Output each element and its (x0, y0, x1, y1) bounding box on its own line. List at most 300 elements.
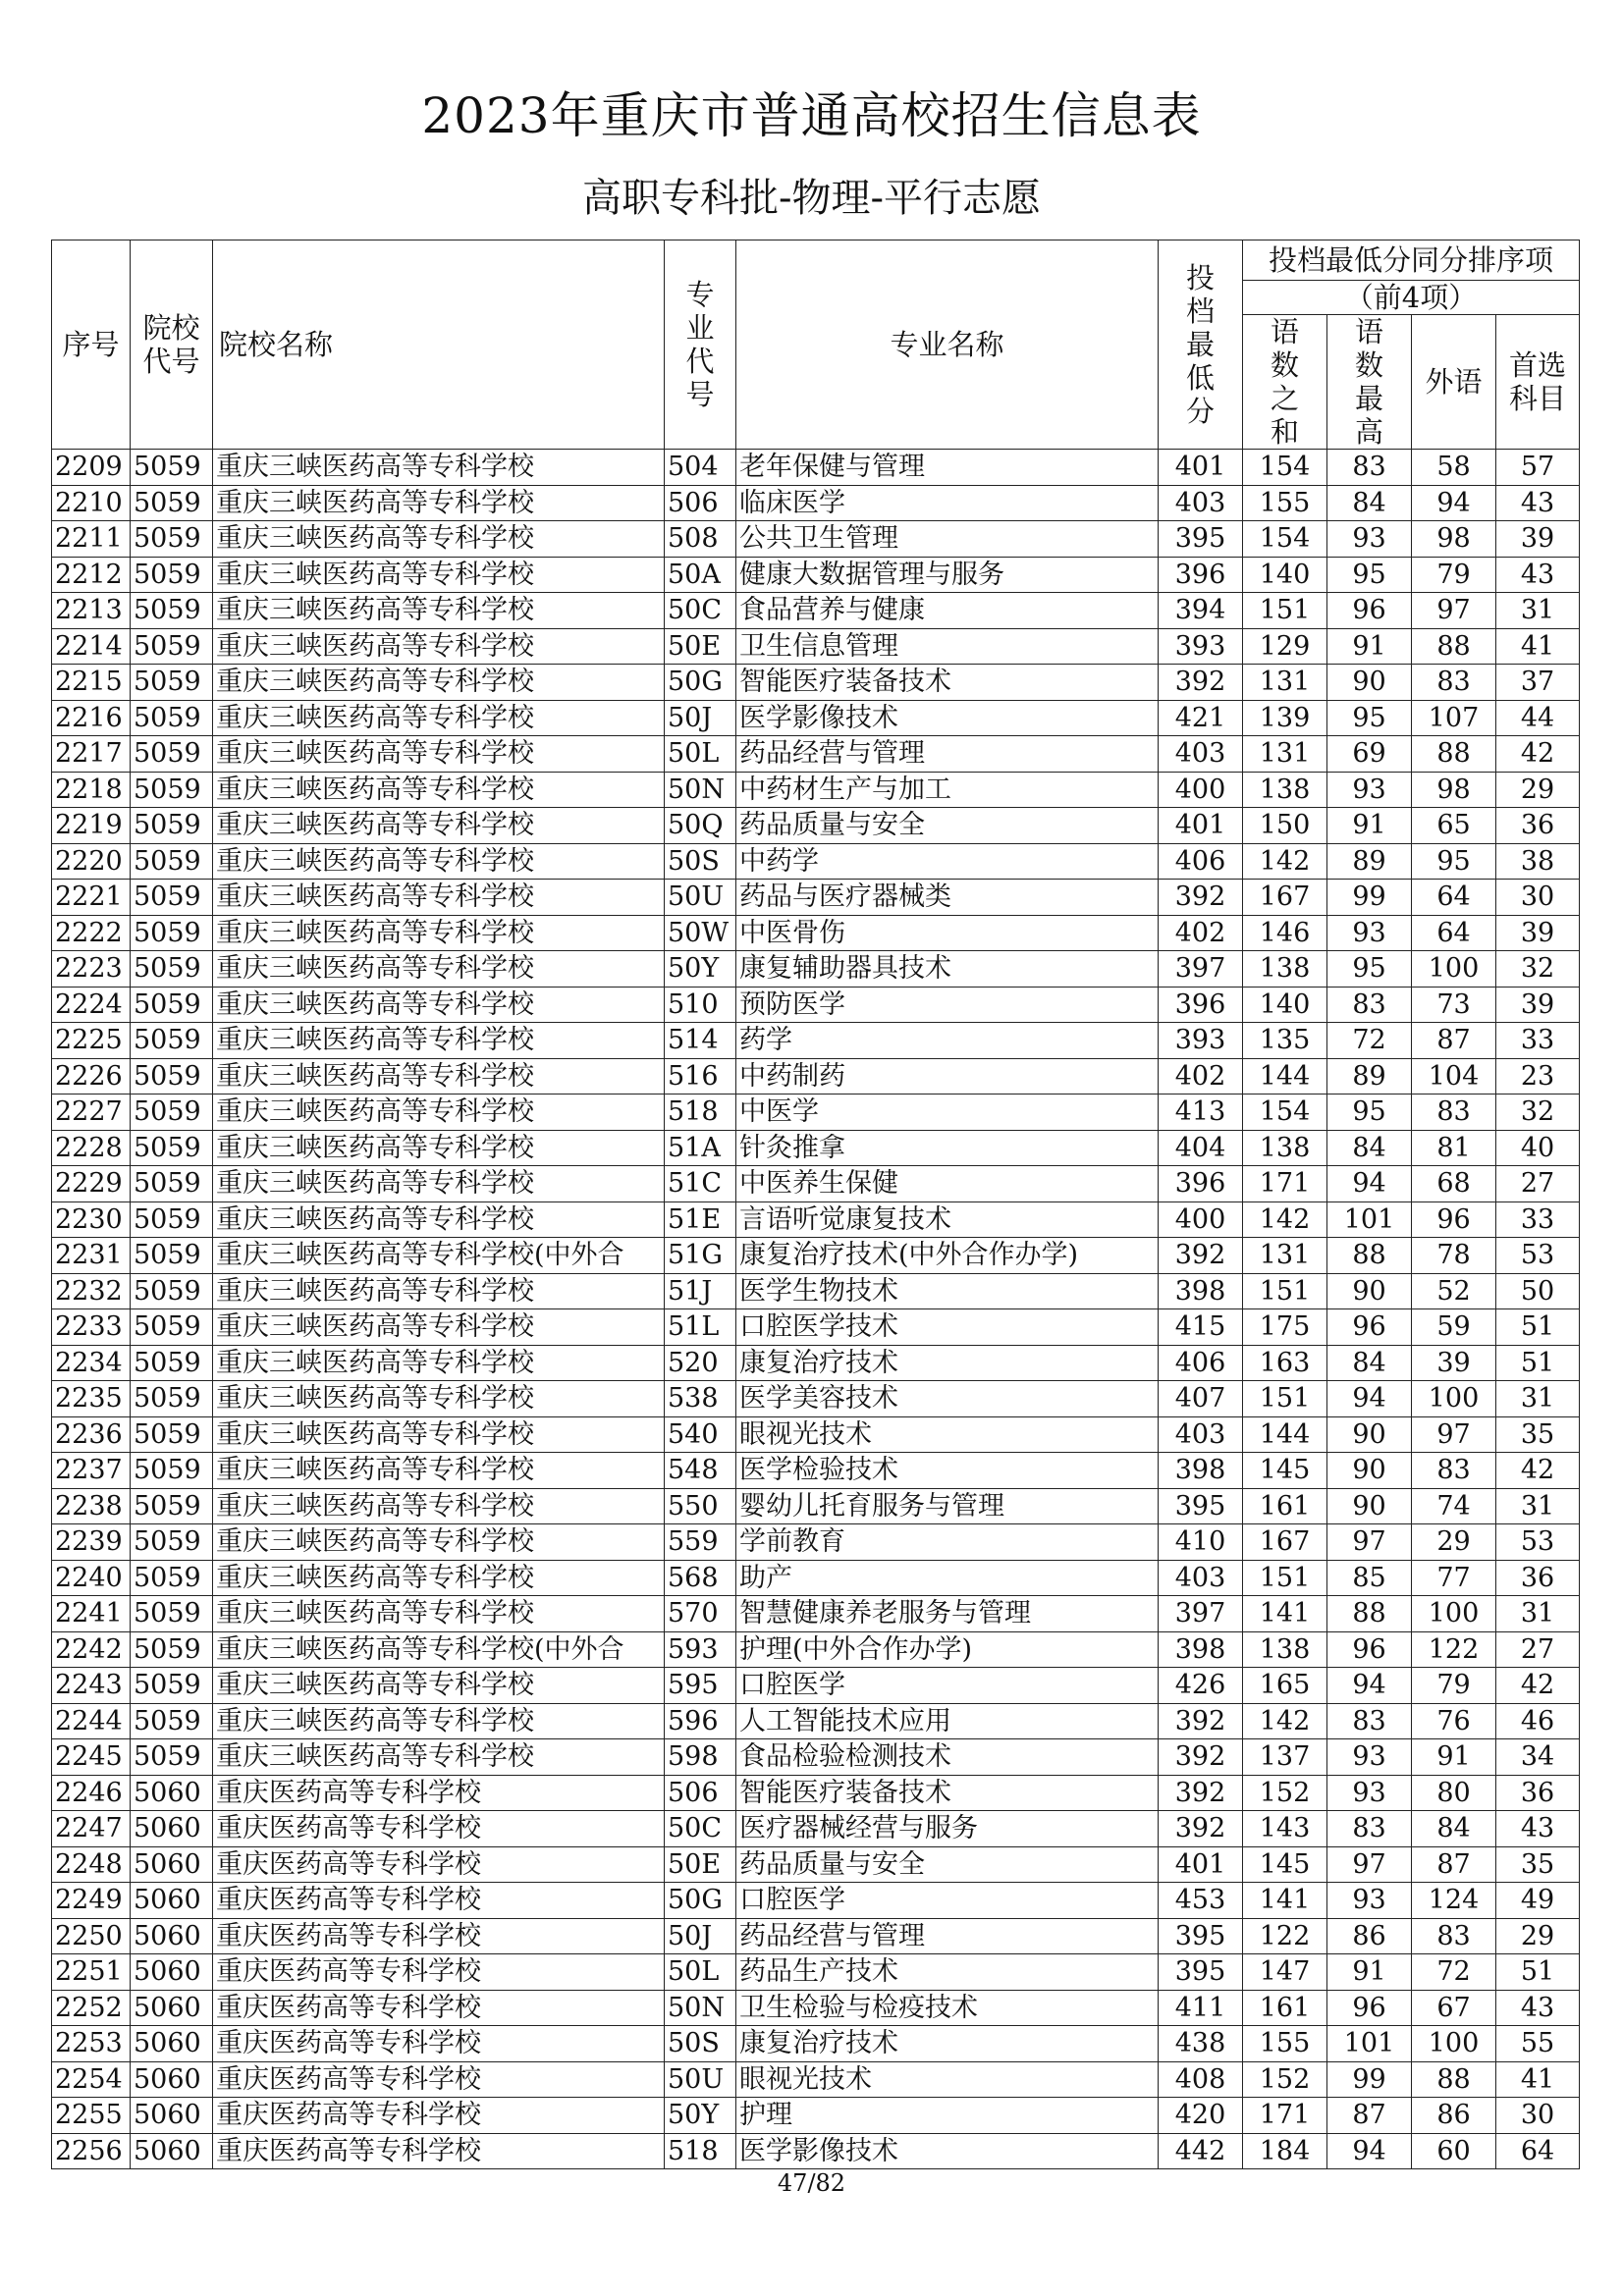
foreign-lang-cell: 74 (1412, 1488, 1496, 1524)
foreign-lang-cell: 65 (1412, 808, 1496, 844)
school-name-cell: 重庆三峡医药高等专科学校(中外合 (213, 1631, 665, 1668)
first-subject-cell: 51 (1496, 1345, 1580, 1381)
foreign-lang-cell: 78 (1412, 1238, 1496, 1274)
chinese-math-sum-cell: 163 (1243, 1345, 1327, 1381)
school-code-cell: 5059 (131, 1058, 213, 1095)
first-subject-cell: 42 (1496, 736, 1580, 773)
foreign-lang-cell: 67 (1412, 1990, 1496, 2026)
table-row (52, 593, 1580, 629)
min-score-cell: 406 (1159, 1345, 1243, 1381)
seq-cell: 2222 (52, 915, 131, 951)
major-code-cell: 598 (665, 1739, 736, 1776)
min-score-cell: 398 (1159, 1453, 1243, 1489)
chinese-math-sum-cell: 135 (1243, 1023, 1327, 1059)
chinese-math-sum-cell: 137 (1243, 1739, 1327, 1776)
foreign-lang-cell: 100 (1412, 951, 1496, 988)
page-subtitle: 高职专科批-物理-平行志愿 (581, 176, 1042, 221)
seq-cell: 2247 (52, 1811, 131, 1847)
chinese-math-max-cell: 95 (1327, 700, 1412, 736)
foreign-lang-cell: 88 (1412, 736, 1496, 773)
table-row (52, 1201, 1580, 1238)
school-code-cell: 5059 (131, 450, 213, 486)
school-code-cell: 5059 (131, 1596, 213, 1632)
major-name-cell: 口腔医学技术 (736, 1309, 1159, 1346)
school-code-cell: 5059 (131, 557, 213, 593)
foreign-lang-cell: 52 (1412, 1273, 1496, 1309)
seq-cell: 2225 (52, 1023, 131, 1059)
seq-cell: 2229 (52, 1166, 131, 1202)
major-name-cell: 老年保健与管理 (736, 450, 1159, 486)
chinese-math-max-cell: 95 (1327, 951, 1412, 988)
first-subject-cell: 49 (1496, 1883, 1580, 1919)
chinese-math-sum-cell: 140 (1243, 557, 1327, 593)
table-row (52, 1238, 1580, 1274)
chinese-math-sum-cell: 146 (1243, 915, 1327, 951)
major-name-cell: 人工智能技术应用 (736, 1703, 1159, 1739)
school-code-cell: 5059 (131, 665, 213, 701)
table-row (52, 1954, 1580, 1991)
first-subject-cell: 43 (1496, 1990, 1580, 2026)
chinese-math-max-cell: 93 (1327, 521, 1412, 558)
seq-cell: 2232 (52, 1273, 131, 1309)
chinese-math-sum-cell: 145 (1243, 1453, 1327, 1489)
min-score-cell: 401 (1159, 808, 1243, 844)
school-name-cell: 重庆三峡医药高等专科学校 (213, 665, 665, 701)
first-subject-cell: 29 (1496, 772, 1580, 808)
first-subject-cell: 31 (1496, 1488, 1580, 1524)
major-code-cell: 596 (665, 1703, 736, 1739)
major-name-cell: 卫生检验与检疫技术 (736, 1990, 1159, 2026)
school-name-cell: 重庆医药高等专科学校 (213, 1883, 665, 1919)
header-seq: 序号 (52, 240, 131, 450)
school-name-cell: 重庆三峡医药高等专科学校 (213, 951, 665, 988)
table-row (52, 1596, 1580, 1632)
school-code-cell: 5059 (131, 1309, 213, 1346)
school-code-cell: 5059 (131, 485, 213, 521)
first-subject-cell: 37 (1496, 665, 1580, 701)
table-row (52, 1381, 1580, 1417)
school-name-cell: 重庆医药高等专科学校 (213, 1775, 665, 1811)
foreign-lang-cell: 107 (1412, 700, 1496, 736)
school-code-cell: 5059 (131, 808, 213, 844)
major-code-cell: 50U (665, 880, 736, 916)
chinese-math-max-cell: 90 (1327, 665, 1412, 701)
major-name-cell: 护理(中外合作办学) (736, 1631, 1159, 1668)
table-row (52, 1345, 1580, 1381)
foreign-lang-cell: 83 (1412, 1918, 1496, 1954)
chinese-math-sum-cell: 139 (1243, 700, 1327, 736)
major-code-cell: 538 (665, 1381, 736, 1417)
major-code-cell: 520 (665, 1345, 736, 1381)
header-min-score (1159, 240, 1243, 450)
major-name-cell: 卫生信息管理 (736, 628, 1159, 665)
first-subject-cell: 27 (1496, 1631, 1580, 1668)
table-row (52, 1668, 1580, 1704)
school-name-cell: 重庆三峡医药高等专科学校 (213, 736, 665, 773)
table-row (52, 521, 1580, 558)
school-code-cell: 5060 (131, 1811, 213, 1847)
table-row (52, 843, 1580, 880)
chinese-math-sum-cell: 138 (1243, 1130, 1327, 1166)
table-row (52, 450, 1580, 486)
seq-cell: 2235 (52, 1381, 131, 1417)
chinese-math-max-cell: 94 (1327, 1166, 1412, 1202)
table-row (52, 2061, 1580, 2098)
seq-cell: 2249 (52, 1883, 131, 1919)
header-chinese-math-sum (1243, 315, 1327, 450)
chinese-math-sum-cell: 165 (1243, 1668, 1327, 1704)
school-name-cell: 重庆医药高等专科学校 (213, 1918, 665, 1954)
seq-cell: 2251 (52, 1954, 131, 1991)
chinese-math-max-cell: 99 (1327, 2061, 1412, 2098)
foreign-lang-cell: 97 (1412, 593, 1496, 629)
chinese-math-sum-cell: 151 (1243, 1273, 1327, 1309)
major-name-cell: 药品经营与管理 (736, 1918, 1159, 1954)
foreign-lang-cell: 79 (1412, 557, 1496, 593)
seq-cell: 2237 (52, 1453, 131, 1489)
chinese-math-sum-cell: 131 (1243, 665, 1327, 701)
table-row (52, 987, 1580, 1023)
min-score-cell: 438 (1159, 2026, 1243, 2062)
chinese-math-max-cell: 90 (1327, 1453, 1412, 1489)
table-row (52, 736, 1580, 773)
chinese-math-max-cell: 101 (1327, 1201, 1412, 1238)
chinese-math-sum-cell: 138 (1243, 772, 1327, 808)
seq-cell: 2210 (52, 485, 131, 521)
school-code-cell: 5060 (131, 2133, 213, 2169)
min-score-cell: 392 (1159, 880, 1243, 916)
seq-cell: 2234 (52, 1345, 131, 1381)
header-school-name: 院校名称 (213, 240, 665, 450)
chinese-math-max-cell: 85 (1327, 1560, 1412, 1596)
seq-cell: 2233 (52, 1309, 131, 1346)
school-name-cell: 重庆三峡医药高等专科学校 (213, 1524, 665, 1561)
foreign-lang-cell: 98 (1412, 521, 1496, 558)
first-subject-cell: 55 (1496, 2026, 1580, 2062)
foreign-lang-cell: 86 (1412, 2098, 1496, 2134)
school-name-cell: 重庆三峡医药高等专科学校 (213, 843, 665, 880)
school-name-cell: 重庆三峡医药高等专科学校 (213, 1166, 665, 1202)
school-name-cell: 重庆三峡医药高等专科学校 (213, 1739, 665, 1776)
table-row (52, 808, 1580, 844)
first-subject-cell: 39 (1496, 521, 1580, 558)
foreign-lang-cell: 60 (1412, 2133, 1496, 2169)
major-code-cell: 51L (665, 1309, 736, 1346)
first-subject-cell: 41 (1496, 2061, 1580, 2098)
min-score-cell: 396 (1159, 557, 1243, 593)
table-row (52, 1631, 1580, 1668)
major-name-cell: 中药学 (736, 843, 1159, 880)
foreign-lang-cell: 83 (1412, 1453, 1496, 1489)
foreign-lang-cell: 100 (1412, 1381, 1496, 1417)
min-score-cell: 403 (1159, 736, 1243, 773)
table-row (52, 2026, 1580, 2062)
foreign-lang-cell: 77 (1412, 1560, 1496, 1596)
foreign-lang-cell: 80 (1412, 1775, 1496, 1811)
chinese-math-max-cell: 94 (1327, 1381, 1412, 1417)
major-name-cell: 口腔医学 (736, 1883, 1159, 1919)
seq-cell: 2250 (52, 1918, 131, 1954)
school-code-cell: 5059 (131, 1095, 213, 1131)
school-code-cell: 5059 (131, 1166, 213, 1202)
foreign-lang-cell: 64 (1412, 880, 1496, 916)
first-subject-cell: 57 (1496, 450, 1580, 486)
chinese-math-max-cell: 83 (1327, 450, 1412, 486)
min-score-cell: 421 (1159, 700, 1243, 736)
header-chinese-math-max-text: 语数最高 (1354, 315, 1383, 449)
foreign-lang-cell: 100 (1412, 1596, 1496, 1632)
seq-cell: 2244 (52, 1703, 131, 1739)
min-score-cell: 396 (1159, 1166, 1243, 1202)
school-code-cell: 5059 (131, 1739, 213, 1776)
min-score-cell: 403 (1159, 1416, 1243, 1453)
chinese-math-sum-cell: 145 (1243, 1846, 1327, 1883)
min-score-cell: 411 (1159, 1990, 1243, 2026)
major-name-cell: 针灸推拿 (736, 1130, 1159, 1166)
major-code-cell: 516 (665, 1058, 736, 1095)
chinese-math-sum-cell: 142 (1243, 843, 1327, 880)
header-min-score-text: 投档最低分 (1185, 261, 1215, 428)
table-row (52, 1883, 1580, 1919)
min-score-cell: 393 (1159, 1023, 1243, 1059)
header-foreign-lang: 外语 (1412, 315, 1496, 450)
chinese-math-max-cell: 93 (1327, 772, 1412, 808)
major-name-cell: 口腔医学 (736, 1668, 1159, 1704)
foreign-lang-cell: 87 (1412, 1023, 1496, 1059)
chinese-math-sum-cell: 154 (1243, 450, 1327, 486)
table-row (52, 1560, 1580, 1596)
first-subject-cell: 35 (1496, 1416, 1580, 1453)
chinese-math-sum-cell: 161 (1243, 1488, 1327, 1524)
major-name-cell: 康复治疗技术 (736, 2026, 1159, 2062)
school-name-cell: 重庆三峡医药高等专科学校 (213, 1058, 665, 1095)
school-code-cell: 5060 (131, 2061, 213, 2098)
table-row (52, 1453, 1580, 1489)
header-first-subject (1496, 315, 1580, 450)
chinese-math-max-cell: 83 (1327, 1703, 1412, 1739)
chinese-math-sum-cell: 140 (1243, 987, 1327, 1023)
chinese-math-max-cell: 91 (1327, 808, 1412, 844)
chinese-math-max-cell: 101 (1327, 2026, 1412, 2062)
header-school-code-text: 院校代号 (142, 311, 200, 378)
school-code-cell: 5059 (131, 880, 213, 916)
major-name-cell: 医疗器械经营与服务 (736, 1811, 1159, 1847)
major-name-cell: 康复辅助器具技术 (736, 951, 1159, 988)
major-name-cell: 中药材生产与加工 (736, 772, 1159, 808)
min-score-cell: 394 (1159, 593, 1243, 629)
chinese-math-max-cell: 95 (1327, 557, 1412, 593)
first-subject-cell: 39 (1496, 987, 1580, 1023)
chinese-math-sum-cell: 142 (1243, 1201, 1327, 1238)
major-code-cell: 51G (665, 1238, 736, 1274)
chinese-math-max-cell: 89 (1327, 843, 1412, 880)
major-name-cell: 药品经营与管理 (736, 736, 1159, 773)
first-subject-cell: 50 (1496, 1273, 1580, 1309)
school-name-cell: 重庆三峡医药高等专科学校 (213, 450, 665, 486)
chinese-math-max-cell: 83 (1327, 987, 1412, 1023)
major-code-cell: 518 (665, 2133, 736, 2169)
chinese-math-sum-cell: 138 (1243, 951, 1327, 988)
foreign-lang-cell: 88 (1412, 628, 1496, 665)
foreign-lang-cell: 39 (1412, 1345, 1496, 1381)
foreign-lang-cell: 83 (1412, 665, 1496, 701)
foreign-lang-cell: 94 (1412, 485, 1496, 521)
major-code-cell: 50S (665, 2026, 736, 2062)
major-name-cell: 言语听觉康复技术 (736, 1201, 1159, 1238)
table-row (52, 1130, 1580, 1166)
seq-cell: 2227 (52, 1095, 131, 1131)
min-score-cell: 392 (1159, 1775, 1243, 1811)
min-score-cell: 442 (1159, 2133, 1243, 2169)
min-score-cell: 398 (1159, 1273, 1243, 1309)
major-code-cell: 550 (665, 1488, 736, 1524)
major-code-cell: 514 (665, 1023, 736, 1059)
table-row (52, 1811, 1580, 1847)
major-name-cell: 康复治疗技术 (736, 1345, 1159, 1381)
min-score-cell: 398 (1159, 1631, 1243, 1668)
school-code-cell: 5059 (131, 843, 213, 880)
chinese-math-max-cell: 72 (1327, 1023, 1412, 1059)
min-score-cell: 404 (1159, 1130, 1243, 1166)
seq-cell: 2224 (52, 987, 131, 1023)
min-score-cell: 392 (1159, 1811, 1243, 1847)
foreign-lang-cell: 122 (1412, 1631, 1496, 1668)
major-name-cell: 药品与医疗器械类 (736, 880, 1159, 916)
major-code-cell: 51J (665, 1273, 736, 1309)
major-name-cell: 医学美容技术 (736, 1381, 1159, 1417)
school-code-cell: 5059 (131, 915, 213, 951)
school-name-cell: 重庆医药高等专科学校 (213, 1954, 665, 1991)
school-code-cell: 5060 (131, 1883, 213, 1919)
school-code-cell: 5059 (131, 1273, 213, 1309)
chinese-math-max-cell: 87 (1327, 2098, 1412, 2134)
min-score-cell: 426 (1159, 1668, 1243, 1704)
chinese-math-sum-cell: 141 (1243, 1596, 1327, 1632)
chinese-math-max-cell: 93 (1327, 1883, 1412, 1919)
seq-cell: 2243 (52, 1668, 131, 1704)
school-code-cell: 5060 (131, 1918, 213, 1954)
school-code-cell: 5060 (131, 2098, 213, 2134)
table-row (52, 951, 1580, 988)
table-row (52, 557, 1580, 593)
major-name-cell: 食品检验检测技术 (736, 1739, 1159, 1776)
major-code-cell: 50E (665, 1846, 736, 1883)
school-code-cell: 5060 (131, 1954, 213, 1991)
chinese-math-sum-cell: 154 (1243, 1095, 1327, 1131)
major-code-cell: 506 (665, 485, 736, 521)
min-score-cell: 392 (1159, 1739, 1243, 1776)
major-code-cell: 50N (665, 1990, 736, 2026)
foreign-lang-cell: 88 (1412, 2061, 1496, 2098)
major-name-cell: 婴幼儿托育服务与管理 (736, 1488, 1159, 1524)
foreign-lang-cell: 59 (1412, 1309, 1496, 1346)
first-subject-cell: 27 (1496, 1166, 1580, 1202)
major-name-cell: 眼视光技术 (736, 1416, 1159, 1453)
table-row (52, 1703, 1580, 1739)
table-row (52, 1775, 1580, 1811)
major-code-cell: 50J (665, 700, 736, 736)
major-code-cell: 510 (665, 987, 736, 1023)
school-name-cell: 重庆三峡医药高等专科学校 (213, 628, 665, 665)
major-code-cell: 518 (665, 1095, 736, 1131)
seq-cell: 2242 (52, 1631, 131, 1668)
min-score-cell: 401 (1159, 450, 1243, 486)
table-row (52, 915, 1580, 951)
major-name-cell: 中药制药 (736, 1058, 1159, 1095)
major-code-cell: 50W (665, 915, 736, 951)
school-code-cell: 5059 (131, 772, 213, 808)
chinese-math-sum-cell: 143 (1243, 1811, 1327, 1847)
chinese-math-max-cell: 96 (1327, 1309, 1412, 1346)
header-chinese-math-max (1327, 315, 1412, 450)
chinese-math-max-cell: 91 (1327, 1954, 1412, 1991)
header-school-code (131, 240, 213, 450)
major-code-cell: 50C (665, 1811, 736, 1847)
major-name-cell: 智能医疗装备技术 (736, 665, 1159, 701)
foreign-lang-cell: 79 (1412, 1668, 1496, 1704)
chinese-math-max-cell: 96 (1327, 1631, 1412, 1668)
min-score-cell: 392 (1159, 665, 1243, 701)
major-code-cell: 50U (665, 2061, 736, 2098)
table-row (52, 1990, 1580, 2026)
seq-cell: 2231 (52, 1238, 131, 1274)
foreign-lang-cell: 95 (1412, 843, 1496, 880)
seq-cell: 2240 (52, 1560, 131, 1596)
min-score-cell: 400 (1159, 772, 1243, 808)
chinese-math-max-cell: 96 (1327, 593, 1412, 629)
table-row (52, 665, 1580, 701)
first-subject-cell: 51 (1496, 1954, 1580, 1991)
school-name-cell: 重庆医药高等专科学校 (213, 1846, 665, 1883)
chinese-math-sum-cell: 122 (1243, 1918, 1327, 1954)
table-row (52, 2133, 1580, 2169)
major-code-cell: 559 (665, 1524, 736, 1561)
school-name-cell: 重庆三峡医药高等专科学校 (213, 557, 665, 593)
min-score-cell: 400 (1159, 1201, 1243, 1238)
first-subject-cell: 38 (1496, 843, 1580, 880)
min-score-cell: 420 (1159, 2098, 1243, 2134)
seq-cell: 2248 (52, 1846, 131, 1883)
major-code-cell: 50L (665, 1954, 736, 1991)
foreign-lang-cell: 64 (1412, 915, 1496, 951)
page-number: 47/82 (777, 2169, 846, 2197)
first-subject-cell: 33 (1496, 1201, 1580, 1238)
foreign-lang-cell: 68 (1412, 1166, 1496, 1202)
major-name-cell: 药品质量与安全 (736, 1846, 1159, 1883)
chinese-math-max-cell: 97 (1327, 1846, 1412, 1883)
table-row (52, 772, 1580, 808)
chinese-math-max-cell: 90 (1327, 1416, 1412, 1453)
major-name-cell: 公共卫生管理 (736, 521, 1159, 558)
first-subject-cell: 36 (1496, 1560, 1580, 1596)
chinese-math-max-cell: 95 (1327, 1095, 1412, 1131)
first-subject-cell: 32 (1496, 1095, 1580, 1131)
chinese-math-sum-cell: 147 (1243, 1954, 1327, 1991)
foreign-lang-cell: 81 (1412, 1130, 1496, 1166)
min-score-cell: 402 (1159, 915, 1243, 951)
school-code-cell: 5059 (131, 1453, 213, 1489)
min-score-cell: 406 (1159, 843, 1243, 880)
major-code-cell: 570 (665, 1596, 736, 1632)
chinese-math-max-cell: 90 (1327, 1273, 1412, 1309)
seq-cell: 2209 (52, 450, 131, 486)
min-score-cell: 402 (1159, 1058, 1243, 1095)
chinese-math-sum-cell: 141 (1243, 1883, 1327, 1919)
foreign-lang-cell: 29 (1412, 1524, 1496, 1561)
school-code-cell: 5059 (131, 521, 213, 558)
table-row (52, 2098, 1580, 2134)
foreign-lang-cell: 124 (1412, 1883, 1496, 1919)
